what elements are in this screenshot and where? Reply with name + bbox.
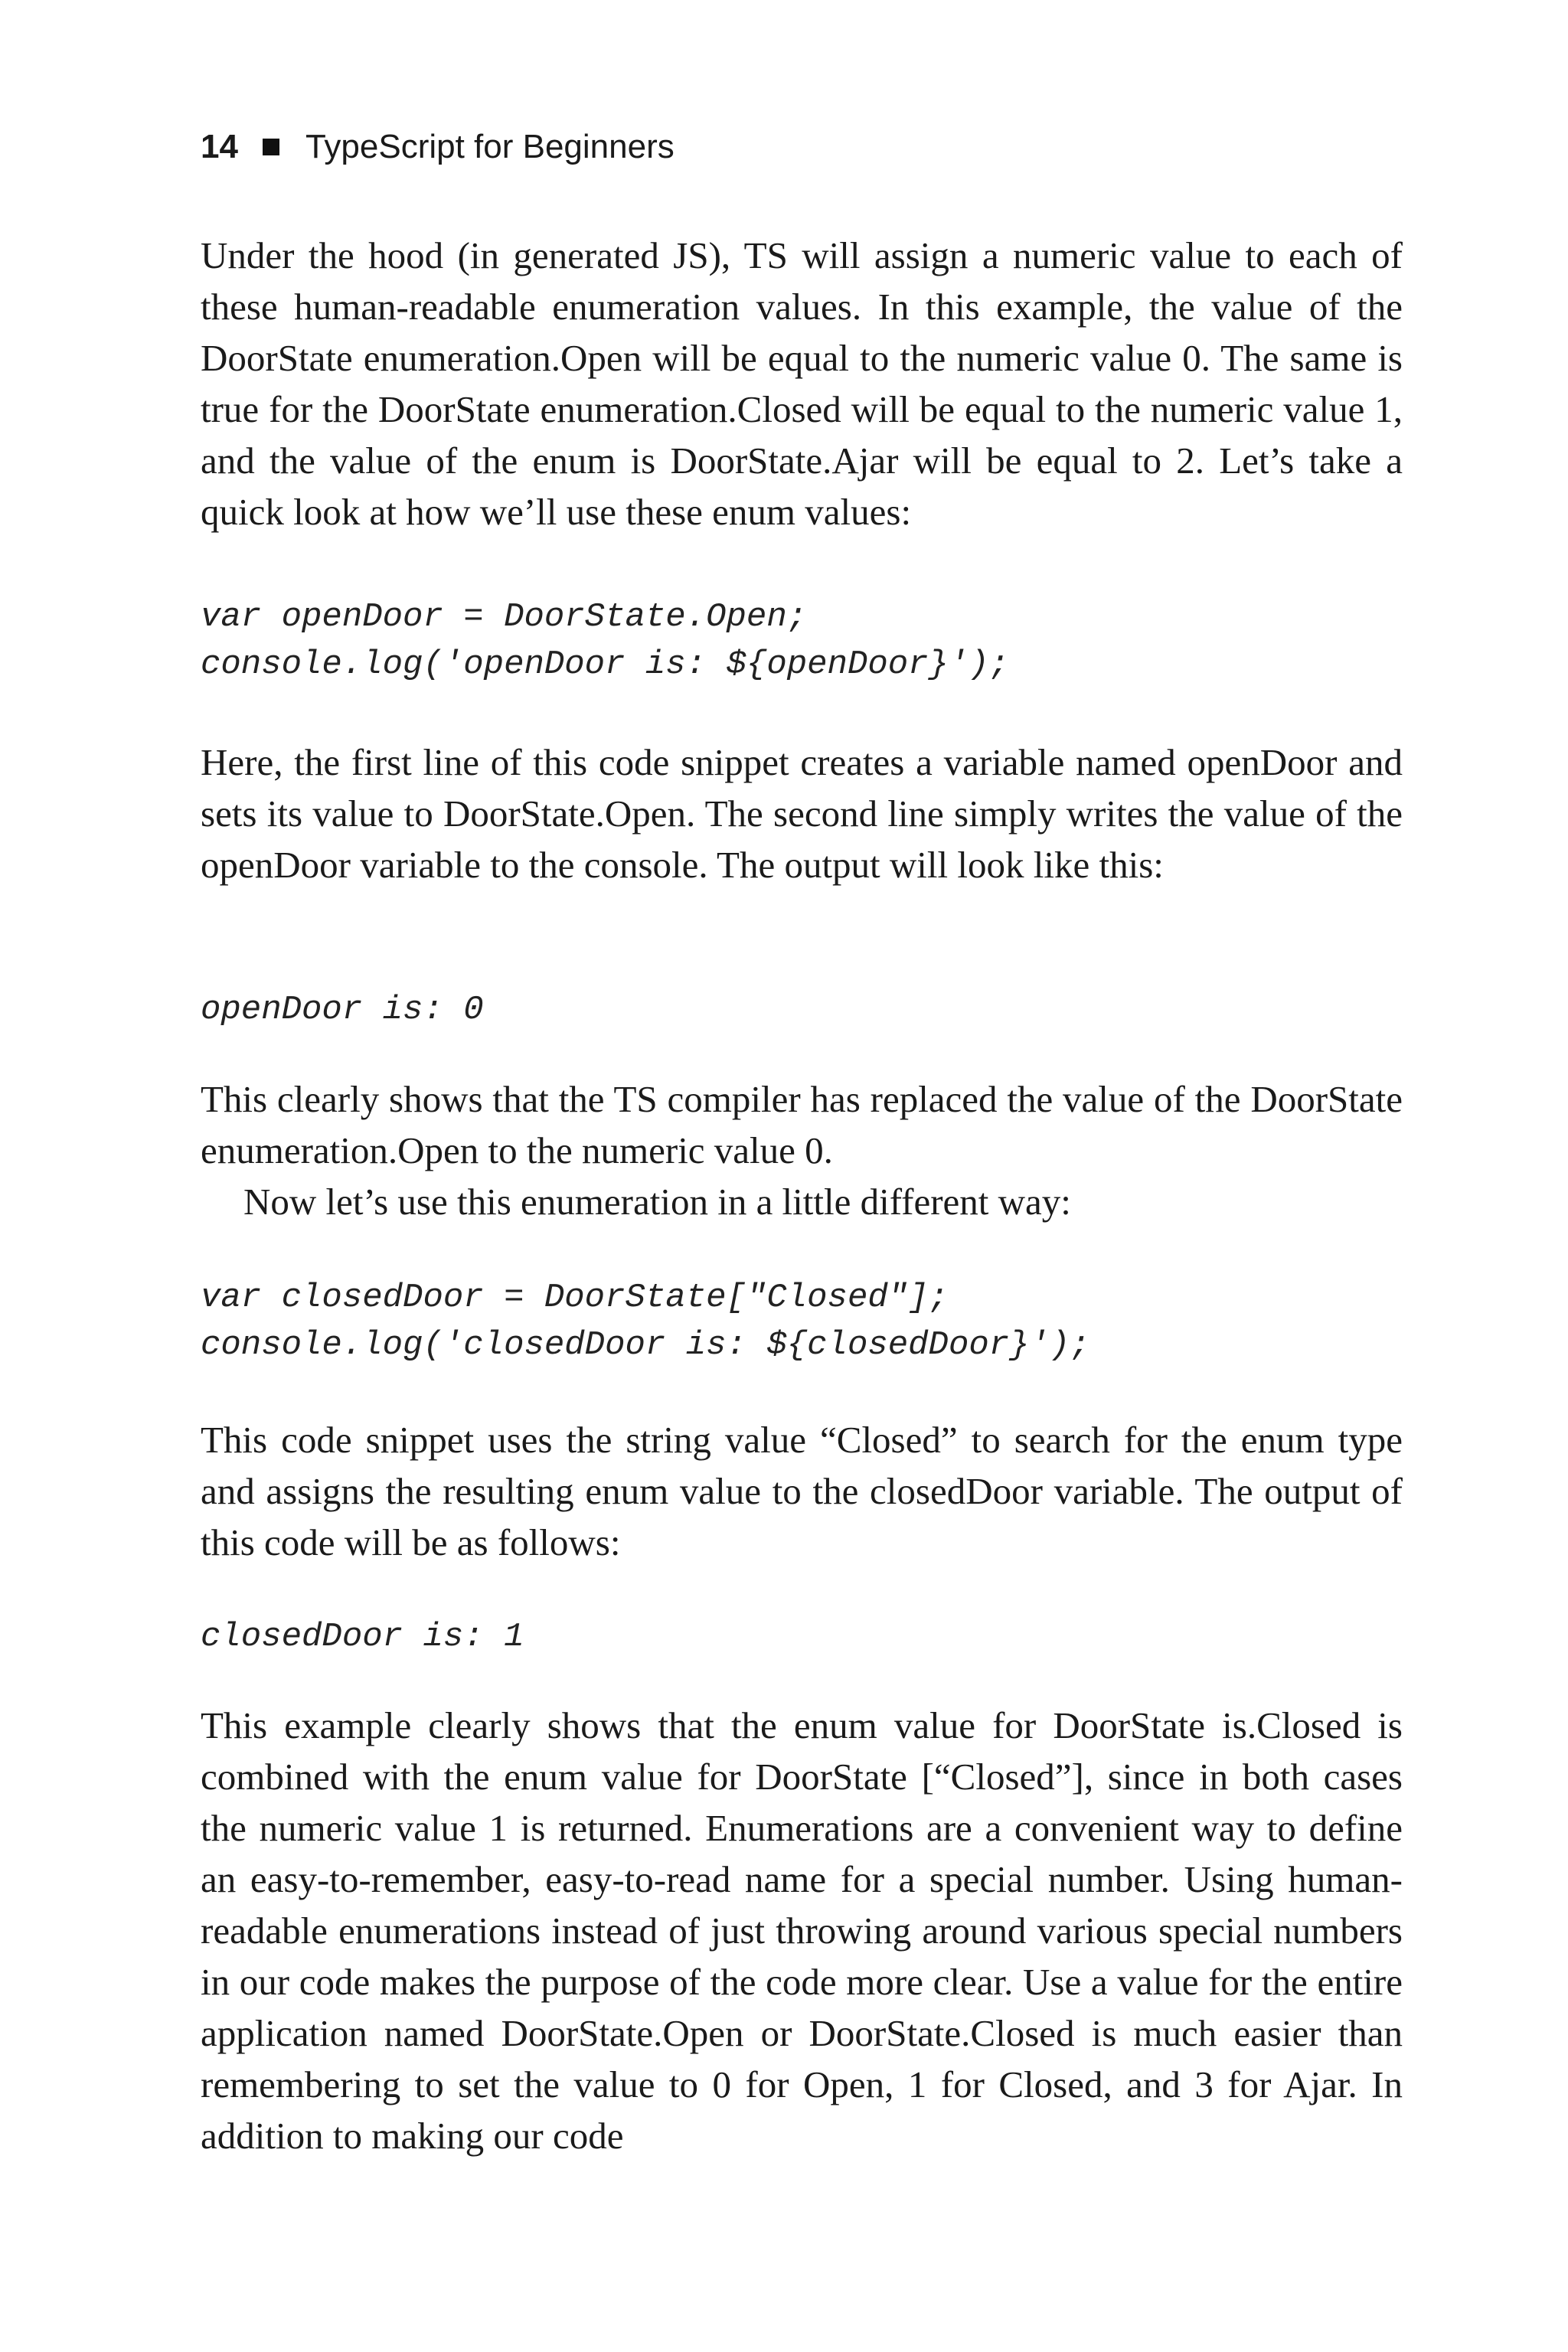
square-bullet-icon	[263, 139, 279, 155]
paragraph-enum-values: Under the hood (in generated JS), TS will assign a numeric value to each of these human-readable enumeration values. In this example, the value of the DoorState enumeration.Open will be equal to the numeric value 0. The same is true for the DoorState enumeration.Closed will be equal to the numeric value 1, and the value of the enum is DoorState.Ajar will be equal to 2. Let’s take a quick look at how we’ll use these enum values:	[201, 234, 1403, 533]
page-number: 14	[201, 128, 238, 165]
paragraph-string-lookup: This code snippet uses the string value “Closed” to search for the enum type and assigns the resulting enum value to the closedDoor variable. The output of this code will be as follows:	[201, 1419, 1403, 1563]
code-snippet-open-door: var openDoor = DoorState.Open; console.log('openDoor is: ${openDoor}');	[201, 598, 1010, 684]
running-header	[201, 122, 675, 172]
paragraph-open-door-explanation: Here, the first line of this code snippet creates a variable named openDoor and sets its value to DoorState.Open. The second line simply writes the value of the openDoor variable to the console. The output will look like this:	[201, 741, 1403, 886]
book-title: TypeScript for Beginners	[305, 128, 675, 165]
paragraph-compiler-replaced: This clearly shows that the TS compiler has replaced the value of the DoorState enumeration.Open to the numeric value 0.	[201, 1078, 1403, 1171]
code-snippet-closed-door: var closedDoor = DoorState["Closed"]; console.log('closedDoor is: ${closedDoor}');	[201, 1279, 1090, 1364]
code-output-open-door: openDoor is: 0	[201, 991, 484, 1029]
paragraph-different-way: Now let’s use this enumeration in a little different way:	[243, 1181, 1071, 1223]
code-output-closed-door: closedDoor is: 1	[201, 1618, 524, 1656]
paragraph-enum-benefits: This example clearly shows that the enum value for DoorState is.Closed is combined with the enum value for DoorState [“Closed”], since in both cases the numeric value 1 is returned. Enumerations are a convenient way to define an easy-to-remember, easy-to-read name for a special number. Using human-readable enumerations instead of just throwing around various special numbers in our code makes the purpose of the code more clear. Use a value for the entire application named DoorState.Open or DoorState.Closed is much easier than remembering to set the value to 0 for Open, 1 for Closed, and 3 for Ajar. In addition to making our code	[201, 1704, 1403, 2157]
